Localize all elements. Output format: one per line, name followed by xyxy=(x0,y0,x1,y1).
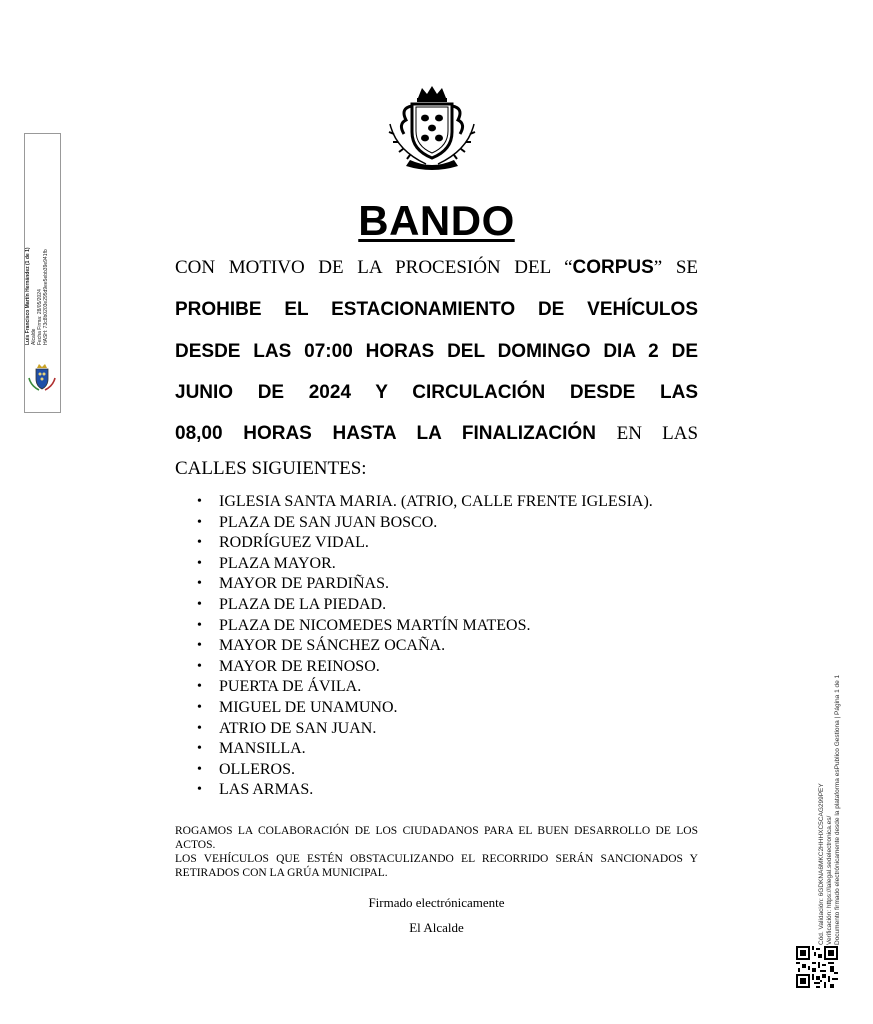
list-item: • PUERTA DE ÁVILA. xyxy=(175,677,698,698)
list-item: • PLAZA MAYOR. xyxy=(175,554,698,575)
corpus-highlight: CORPUS xyxy=(572,257,654,278)
intro-line-6: CALLES SIGUIENTES: xyxy=(175,458,367,479)
list-item: • ATRIO DE SAN JUAN. xyxy=(175,719,698,740)
list-item: • PLAZA DE LA PIEDAD. xyxy=(175,595,698,616)
list-item: • MAYOR DE PARDIÑAS. xyxy=(175,574,698,595)
intro-line-5: 08,00 HORAS HASTA LA FINALIZACIÓN EN LAS xyxy=(175,423,699,444)
list-item: • LAS ARMAS. xyxy=(175,780,698,801)
list-item: • IGLESIA SANTA MARIA. (ATRIO, CALLE FRENTE IGLESIA). xyxy=(175,492,698,513)
intro-line-1: CON MOTIVO DE LA PROCESIÓN DEL “CORPUS” SE xyxy=(175,257,698,278)
list-item: • MAYOR DE SÁNCHEZ OCAÑA. xyxy=(175,636,698,657)
list-item: • MIGUEL DE UNAMUNO. xyxy=(175,698,698,719)
street-list xyxy=(175,492,698,801)
coat-of-arms-emblem xyxy=(386,84,478,170)
collaboration-note: ROGAMOS LA COLABORACIÓN DE LOS CIUDADANOS PARA EL BUEN DESARROLLO DE LOS ACTOS. xyxy=(175,825,698,851)
municipal-seal-icon xyxy=(27,362,57,392)
verification-strip: Cód. Validación: 6GDKNA6MKC2HHHXC5CAG299PEY Verificación: https://lalegal.sedelectronica.es/ Documento firmado electrónicamente desde la plataforma esPublico Gestiona | Página 1 de 1 xyxy=(818,674,841,945)
list-item: • MANSILLA. xyxy=(175,739,698,760)
intro-line-3: DESDE LAS 07:00 HORAS DEL DOMINGO DIA 2 DE xyxy=(175,341,698,362)
sanction-note: LOS VEHÍCULOS QUE ESTÉN OBSTACULIZANDO EL RECORRIDO SERÁN SANCIONADOS Y RETIRADOS CON LA GRÚA MUNICIPAL. xyxy=(175,853,698,879)
list-item: • PLAZA DE SAN JUAN BOSCO. xyxy=(175,513,698,534)
list-item: • PLAZA DE NICOMEDES MARTÍN MATEOS. xyxy=(175,616,698,637)
list-item: • OLLEROS. xyxy=(175,760,698,781)
intro-line-2: PROHIBE EL ESTACIONAMIENTO DE VEHÍCULOS xyxy=(175,299,698,320)
signed-electronically: Firmado electrónicamente xyxy=(368,895,505,910)
signature-stamp-text: Luis Francisco Martín Hernández (1 de 1) Alcalde Fecha Firma: 28/05/2024 HASH: 73c8b0203e295d9ee5ebb39e941fb xyxy=(25,247,49,345)
list-item: • RODRÍGUEZ VIDAL. xyxy=(175,533,698,554)
document-title: BANDO xyxy=(358,197,515,244)
list-item: • MAYOR DE REINOSO. xyxy=(175,657,698,678)
mayor-role: El Alcalde xyxy=(409,920,464,935)
intro-line-4: JUNIO DE 2024 Y CIRCULACIÓN DESDE LAS xyxy=(175,382,698,403)
qr-code-icon[interactable] xyxy=(796,946,838,988)
